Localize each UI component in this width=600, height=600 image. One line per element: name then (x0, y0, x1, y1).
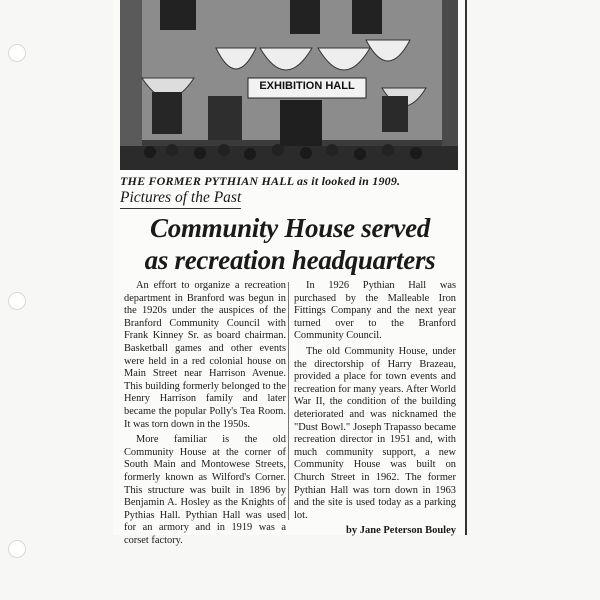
section-kicker: Pictures of the Past (120, 189, 241, 209)
article-column-right (294, 280, 456, 538)
binder-hole-bottom (8, 540, 26, 558)
column-divider (288, 282, 289, 520)
binder-hole-middle (8, 292, 26, 310)
article-column-left (124, 280, 286, 550)
headline-line-1: Community House served (150, 213, 430, 243)
photo-caption: THE FORMER PYTHIAN HALL as it looked in 1909. (120, 174, 401, 188)
binder-hole-top (8, 44, 26, 62)
exhibition-hall-sign: EXHIBITION HALL (259, 80, 355, 92)
historic-photo (120, 0, 458, 170)
byline: by Jane Peterson Bouley (346, 525, 456, 537)
paragraph: More familiar is the old Community House at the corner of South Main and Montowese Streets, formerly known as Wilford's Corner. This structure was built in 1896 by Benjamin A. Hosley as the Knights of Pythias Hall. Pythian Hall was used for an armory and in 1919 was a corset factory. (124, 434, 286, 546)
paragraph: The old Community House, under the directorship of Harry Brazeau, provided a place for town events and recreation for many years. After World War II, the condition of the building deteriorated and was nicknamed the "Dust Bowl." Joseph Trapasso became recreation director in 1951 and, with much community support, a new Community House was built on Church Street in 1962. The former Pythian Hall was torn down in 1963 and the site is used today as a parking lot. (294, 345, 456, 521)
headline (120, 212, 460, 276)
headline-line-2: as recreation headquarters (144, 245, 436, 275)
paragraph: An effort to organize a recreation department in Branford was begun in the 1920s under the auspices of the Branford Community Council with Frank Kinney Sr. as board chairman. Basketball games and other events were held in a red colonial house on Main Street near Harrison Avenue. This building formerly belonged to the Henry Harrison family and later became the popular Polly's Tea Room. It was torn down in the 1950s. (124, 280, 286, 430)
paragraph: In 1926 Pythian Hall was purchased by the Malleable Iron Fittings Company and the next year turned over to the Branford Community Council. (294, 280, 456, 342)
